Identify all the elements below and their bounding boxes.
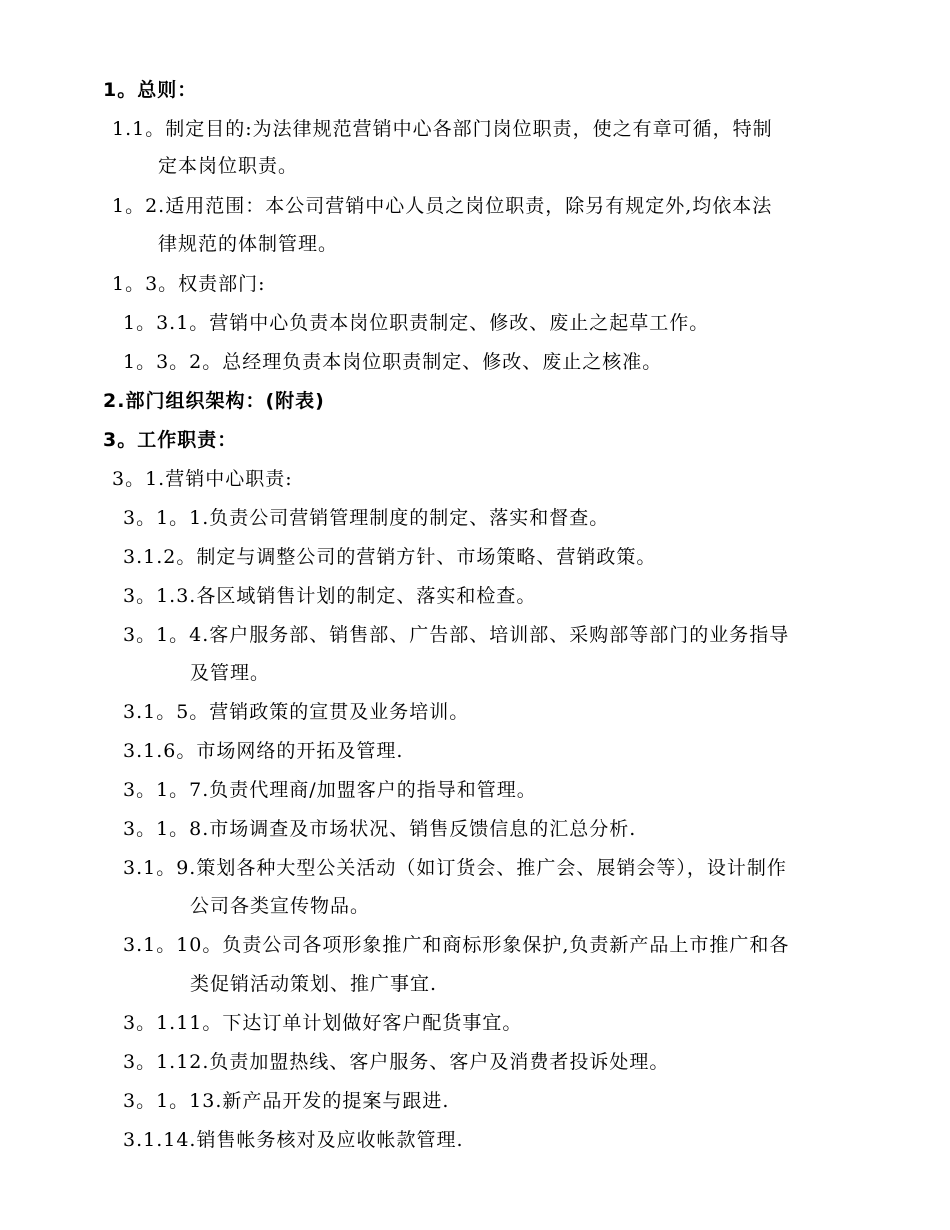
text-line-1-3-2: 1。3。2。总经理负责本岗位职责制定、修改、废止之核准。 bbox=[123, 351, 663, 373]
text-line-1-1-cont: 定本岗位职责。 bbox=[158, 155, 299, 177]
text-line-3-1-4-cont: 及管理。 bbox=[190, 662, 271, 684]
text-line-3-1-10: 3.1。10。负责公司各项形象推广和商标形象保护,负责新产品上市推广和各 bbox=[123, 934, 790, 956]
text-line-1-3-1: 1。3.1。营销中心负责本岗位职责制定、修改、废止之起草工作。 bbox=[123, 312, 710, 334]
text-line-1-3: 1。3。权责部门: bbox=[112, 273, 266, 295]
text-line-3-1-14: 3.1.14.销售帐务核对及应收帐款管理. bbox=[123, 1129, 464, 1151]
text-line-3-1-5: 3.1。5。营销政策的宣贯及业务培训。 bbox=[123, 701, 470, 723]
text-line-1-1: 1.1。制定目的:为法律规范营销中心各部门岗位职责，使之有章可循，特制 bbox=[112, 118, 773, 140]
text-line-3-1-13: 3。1。13.新产品开发的提案与跟进. bbox=[123, 1090, 450, 1112]
text-line-3-1-1: 3。1。1.负责公司营销管理制度的制定、落实和督查。 bbox=[123, 507, 610, 529]
text-line-3-1-9-cont: 公司各类宣传物品。 bbox=[190, 895, 371, 917]
text-line-3-1-12: 3。1.12.负责加盟热线、客户服务、客户及消费者投诉处理。 bbox=[123, 1051, 670, 1073]
text-line-3-1-11: 3。1.11。下达订单计划做好客户配货事宜。 bbox=[123, 1012, 523, 1034]
section-heading-general: 1。总则： bbox=[103, 79, 198, 101]
text-line-3-1-7: 3。1。7.负责代理商/加盟客户的指导和管理。 bbox=[123, 779, 537, 801]
text-line-3-1-8: 3。1。8.市场调查及市场状况、销售反馈信息的汇总分析. bbox=[123, 818, 637, 840]
text-line-1-2-cont: 律规范的体制管理。 bbox=[158, 233, 339, 255]
text-line-1-2: 1。2.适用范围：本公司营销中心人员之岗位职责，除另有规定外,均依本法 bbox=[112, 195, 773, 217]
text-line-3-1-4: 3。1。4.客户服务部、销售部、广告部、培训部、采购部等部门的业务指导 bbox=[123, 624, 790, 646]
text-line-3-1-3: 3。1.3.各区域销售计划的制定、落实和检查。 bbox=[123, 585, 537, 607]
text-line-3-1-9: 3.1。9.策划各种大型公关活动（如订货会、推广会、展销会等），设计制作 bbox=[123, 857, 787, 879]
section-heading-duties: 3。工作职责： bbox=[103, 429, 238, 451]
section-heading-org: 2.部门组织架构：(附表) bbox=[103, 390, 325, 412]
text-line-3-1-2: 3.1.2。制定与调整公司的营销方针、市场策略、营销政策。 bbox=[123, 546, 657, 568]
text-line-3-1: 3。1.营销中心职责: bbox=[112, 468, 293, 490]
text-line-3-1-6: 3.1.6。市场网络的开拓及管理. bbox=[123, 740, 404, 762]
text-line-3-1-10-cont: 类促销活动策划、推广事宜. bbox=[190, 973, 438, 995]
